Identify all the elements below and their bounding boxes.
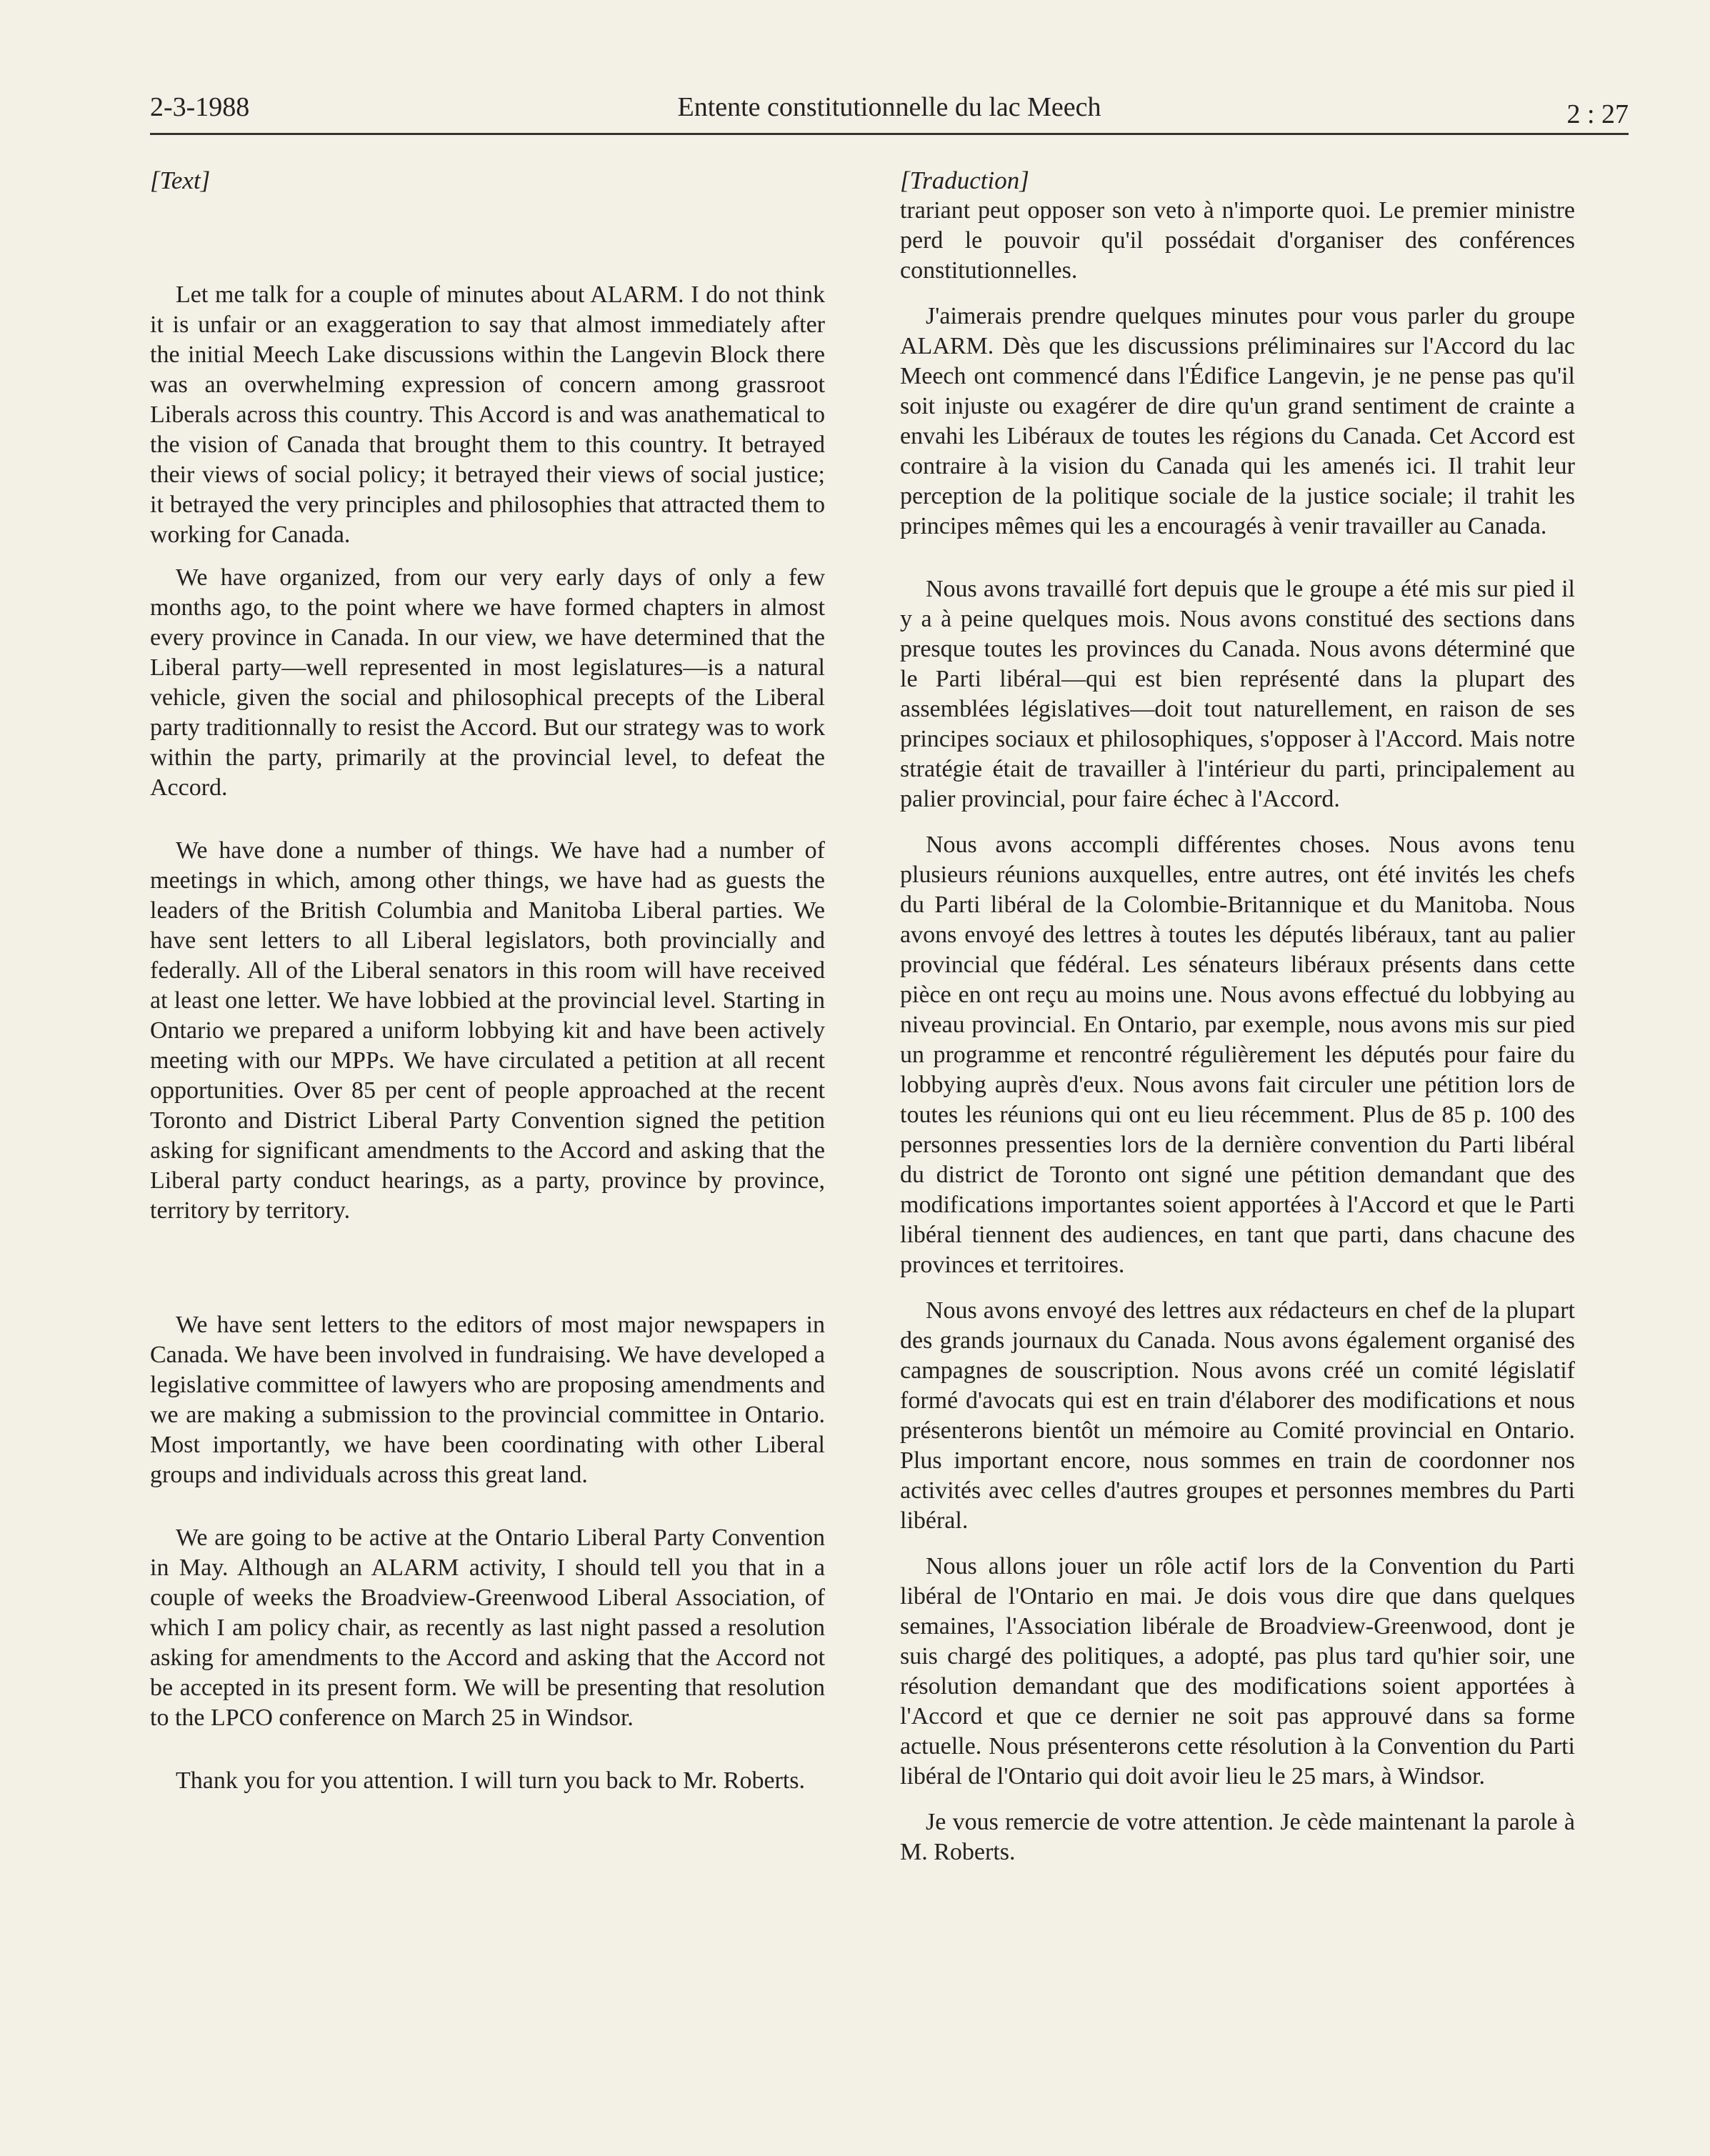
french-column: [900, 166, 1575, 1867]
traduction-label: [Traduction]: [900, 166, 1029, 194]
paragraph: Thank you for you attention. I will turn you back to Mr. Roberts.: [176, 1767, 806, 1794]
header-page-number: 2 : 27: [1566, 99, 1629, 129]
paragraph: J'aimerais prendre quelques minutes pour vous parler du groupe ALARM. Dès que les discussions préliminaires sur l'Accord du lac Meech ont commencé dans l'Édifice Langevin, je ne pense pas qu'il soit injuste ou exagérer de dire qu'un grand sentiment de crainte a envahi les Libéraux de toutes les régions du Canada. Cet Accord est contraire à la vision du Canada qui les amenés ici. Il trahit leur perception de la politique sociale de la justice sociale; il trahit les principes mêmes qui les a encouragés à venir travailler au Canada.: [900, 303, 1575, 539]
paragraph: We have sent letters to the editors of most major newspapers in Canada. We have been involved in fundraising. We have developed a legislative committee of lawyers who are proposing amendments and we are making a submission to the provincial committee in Ontario. Most importantly, we have been coordinating with other Liberal groups and individuals across this great land.: [150, 1312, 825, 1488]
header-rule: [150, 133, 1629, 135]
text-label: [Text]: [150, 166, 211, 194]
paragraph: Nous avons travaillé fort depuis que le groupe a été mis sur pied il y a à peine quelques mois. Nous avons constitué des sections dans presque toutes les provinces du Canada. Nous avons déterminé que le Parti libéral—qui est bien représenté dans la plupart des assemblées législatives—doit tout naturellement, en raison de ses principes sociaux et philosophiques, s'opposer à l'Accord. Mais notre stratégie était de travailler à l'intérieur du parti, principalement au palier provincial, pour faire échec à l'Accord.: [900, 576, 1575, 812]
paragraph: Nous avons envoyé des lettres aux rédacteurs en chef de la plupart des grands journaux du Canada. Nous avons également organisé des campagnes de souscription. Nous avons créé un comité législatif formé d'avocats qui est en train d'élaborer des modifications et nous présenterons bientôt un mémoire au Comité provincial en Ontario. Plus important encore, nous sommes en train de coordonner nos activités avec celles d'autres groupes et personnes membres du Parti libéral.: [900, 1297, 1575, 1534]
paragraph: Nous avons accompli différentes choses. Nous avons tenu plusieurs réunions auxquelles, entre autres, ont été invités les chefs du Parti libéral de la Colombie-Britannique et du Manitoba. Nous avons envoyé des lettres à toutes les députés libéraux, tant au palier provincial que fédéral. Les sénateurs libéraux présents dans cette pièce en ont reçu au moins une. Nous avons effectué du lobbying au niveau provincial. En Ontario, par exemple, nous avons mis sur pied un programme et rencontré régulièrement les députés pour faire du lobbying auprès d'eux. Nous avons fait circuler une pétition lors de toutes les réunions qui ont eu lieu récemment. Plus de 85 p. 100 des personnes pressenties lors de la dernière convention du Parti libéral du district de Toronto ont signé une pétition demandant que des modifications importantes soient apportées à l'Accord et que le Parti libéral tiennent des audiences, en tant que parti, dans chacune des provinces et territoires.: [900, 832, 1575, 1278]
header-date: 2-3-1988: [150, 92, 250, 122]
paragraph: Let me talk for a couple of minutes about ALARM. I do not think it is unfair or an exaggeration to say that almost immediately after the initial Meech Lake discussions within the Langevin Block there was an overwhelming expression of concern among grassroot Liberals across this country. This Accord is and was anathematical to the vision of Canada that brought them to this country. It betrayed their views of social policy; it betrayed their views of social justice; it betrayed the very principles and philosophies that attracted them to working for Canada.: [150, 281, 825, 548]
paragraph: We have done a number of things. We have had a number of meetings in which, among other things, we have had as guests the leaders of the British Columbia and Manitoba Liberal parties. We have sent letters to all Liberal legislators, both provincially and federally. All of the Liberal senators in this room will have received at least one letter. We have lobbied at the provincial level. Starting in Ontario we prepared a uniform lobbying kit and have been actively meeting with our MPPs. We have circulated a petition at all recent opportunities. Over 85 per cent of people approached at the recent Toronto and District Liberal Party Convention signed the petition asking for significant amendments to the Accord and asking that the Liberal party conduct hearings, as a party, province by province, territory by territory.: [150, 837, 825, 1224]
paragraph: We have organized, from our very early days of only a few months ago, to the point where we have formed chapters in almost every province in Canada. In our view, we have determined that the Liberal party—well represented in most legislatures—is a natural vehicle, given the social and philosophical precepts of the Liberal party traditionnally to resist the Accord. But our strategy was to work within the party, primarily at the provincial level, to defeat the Accord.: [150, 564, 825, 801]
paragraph: We are going to be active at the Ontario Liberal Party Convention in May. Although an ALARM activity, I should tell you that in a couple of weeks the Broadview-Greenwood Liberal Association, of which I am policy chair, as recently as last night passed a resolution asking for amendments to the Accord and asking that the Accord not be accepted in its present form. We will be presenting that resolution to the LPCO conference on March 25 in Windsor.: [150, 1524, 825, 1731]
paragraph: Je vous remercie de votre attention. Je cède maintenant la parole à M. Roberts.: [900, 1809, 1575, 1865]
continuation-paragraph: trariant peut opposer son veto à n'importe quoi. Le premier ministre perd le pouvoir qu'il possédait d'organiser des conférences constitutionnelles.: [900, 197, 1575, 284]
paragraph: Nous allons jouer un rôle actif lors de la Convention du Parti libéral de l'Ontario en mai. Je dois vous dire que dans quelques semaines, l'Association libérale de Broadview-Greenwood, dont je suis chargé des politiques, a adopté, pas plus tard qu'hier soir, une résolution demandant que des modifications soient apportées à l'Accord et que ce dernier ne soit pas approuvé dans sa forme actuelle. Nous présenterons cette résolution à la Convention du Parti libéral de l'Ontario qui doit avoir lieu le 25 mars, à Windsor.: [900, 1553, 1575, 1790]
english-column: [150, 166, 825, 1796]
page-header: [150, 91, 1629, 134]
header-title: Entente constitutionnelle du lac Meech: [677, 92, 1101, 122]
